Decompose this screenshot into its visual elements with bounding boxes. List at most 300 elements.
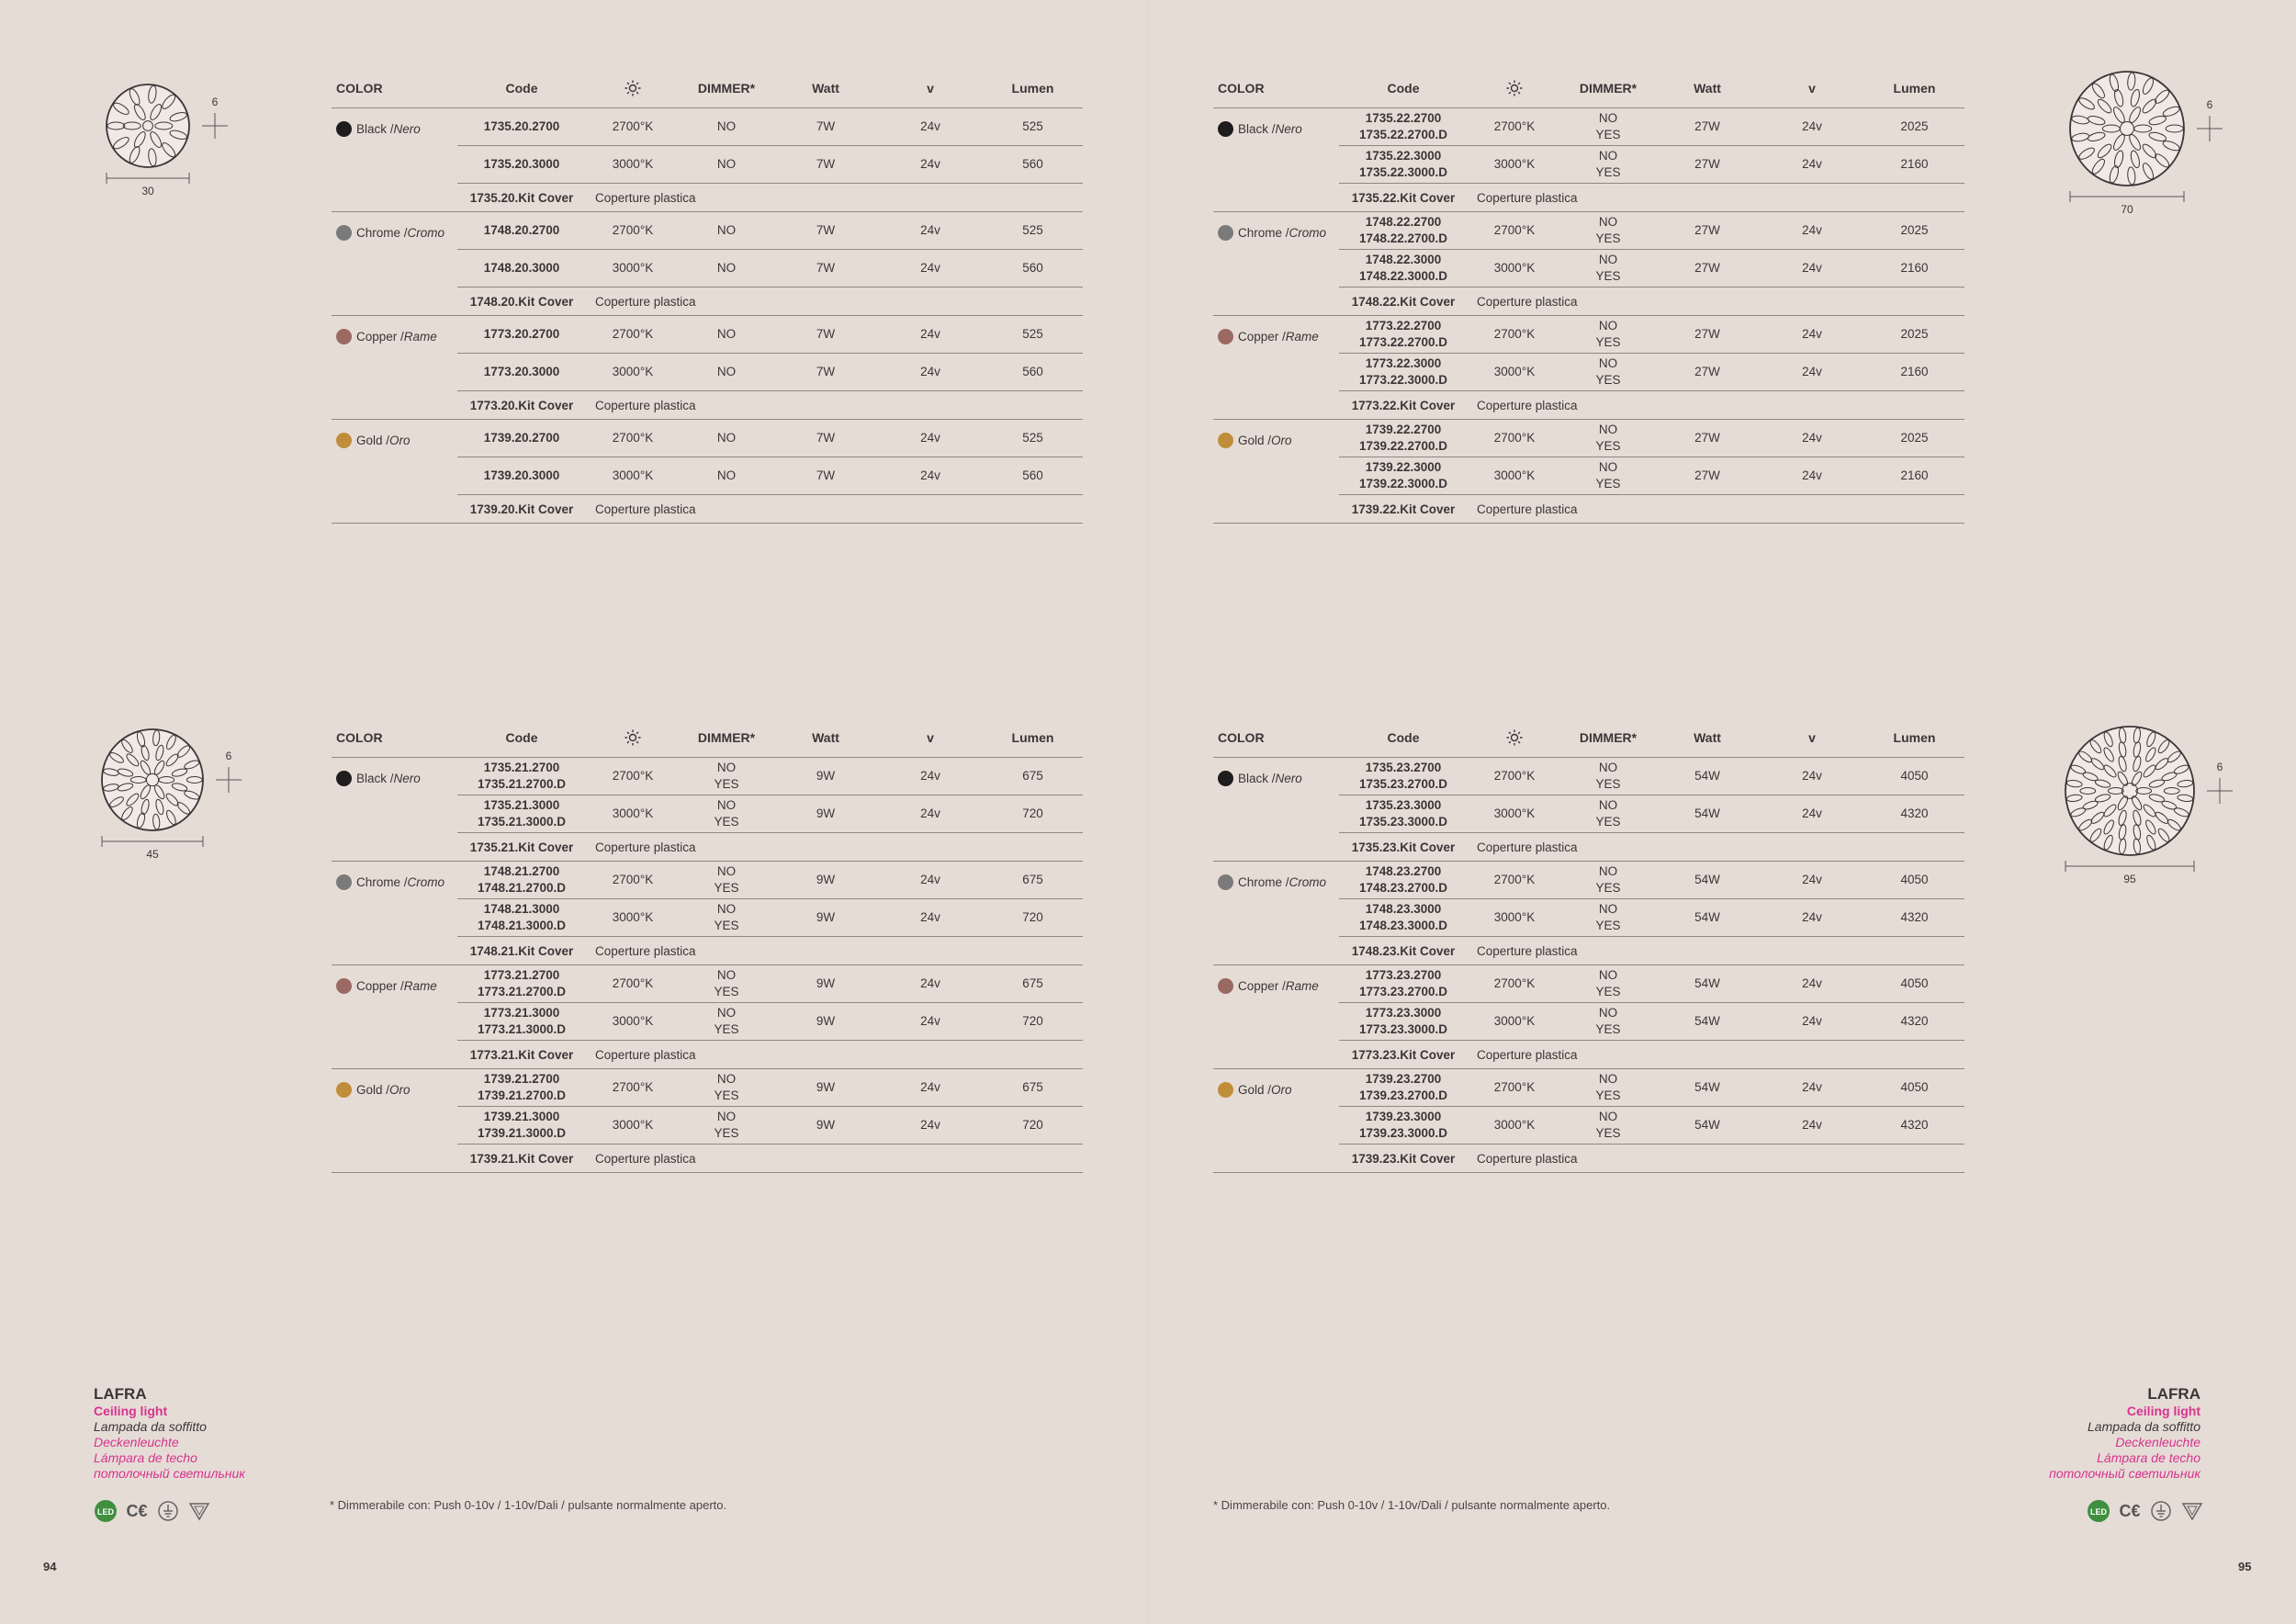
header-lumen: Lumen xyxy=(1893,81,1936,96)
lamp-drawing-30 xyxy=(103,81,250,214)
kit-row xyxy=(1339,937,1964,965)
led-icon xyxy=(94,1499,118,1523)
dimmer-line: NO xyxy=(716,1072,737,1086)
product-code xyxy=(1339,1069,1468,1106)
color-temperature: 2700°K xyxy=(1493,873,1536,886)
watt-value: 54W xyxy=(1694,910,1720,924)
color-swatch-icon xyxy=(336,1082,352,1098)
product-code xyxy=(457,420,586,457)
color-name-it: Nero xyxy=(393,121,421,136)
header-lumen: Lumen xyxy=(1011,730,1054,745)
color-temperature: 3000°K xyxy=(1493,468,1536,482)
spec-row xyxy=(1339,354,1964,391)
dimmer-line: NO xyxy=(1598,356,1618,370)
color-group xyxy=(332,965,1083,1069)
kit-code: 1748.21.Kit Cover xyxy=(469,944,574,958)
lumen-value: 4050 xyxy=(1900,1080,1929,1094)
dimmer-line: YES xyxy=(1595,231,1621,245)
header-watt: Watt xyxy=(812,81,839,96)
color-group xyxy=(1213,420,1964,524)
dimmer-line: NO xyxy=(716,431,737,445)
voltage-value: 24v xyxy=(1802,468,1822,482)
lumen-value: 2025 xyxy=(1900,327,1929,341)
kit-description: Coperture plastica xyxy=(595,840,696,854)
product-code xyxy=(1339,795,1468,832)
color-name-it: Nero xyxy=(1275,121,1302,136)
table-header xyxy=(1213,68,1964,108)
code-line: 1739.23.2700.D xyxy=(1358,1088,1448,1102)
product-code xyxy=(1339,1003,1468,1040)
dimmer-line: YES xyxy=(1595,985,1621,998)
color-temperature: 3000°K xyxy=(1493,261,1536,275)
color-name: Chrome / xyxy=(356,225,408,240)
header-color: COLOR xyxy=(336,81,383,96)
lumen-value: 720 xyxy=(1022,1014,1043,1028)
lumen-value: 560 xyxy=(1022,365,1043,378)
voltage-value: 24v xyxy=(1802,873,1822,886)
watt-value: 9W xyxy=(816,976,836,990)
watt-value: 7W xyxy=(816,157,836,171)
dimmer-value xyxy=(680,965,773,1002)
product-type-es: Lámpara de techo xyxy=(94,1450,197,1465)
height-label: 6 xyxy=(225,750,232,762)
product-code xyxy=(457,1003,586,1040)
color-label xyxy=(1218,769,1302,787)
color-swatch-icon xyxy=(1218,329,1233,344)
spec-row xyxy=(457,212,1083,250)
code-line: 1739.20.2700 xyxy=(483,431,560,445)
spec-row xyxy=(1339,1069,1964,1107)
product-code xyxy=(457,212,586,249)
product-code xyxy=(457,146,586,183)
spec-row xyxy=(1339,1107,1964,1145)
kit-description: Coperture plastica xyxy=(1477,1152,1578,1166)
dimmer-line: YES xyxy=(1595,815,1621,829)
color-name-it: Oro xyxy=(389,1082,411,1097)
color-name-it: Rame xyxy=(1285,329,1319,344)
kit-row xyxy=(1339,1145,1964,1173)
color-group xyxy=(1213,965,1964,1069)
lumen-value: 675 xyxy=(1022,769,1043,783)
dimmer-line: YES xyxy=(714,985,739,998)
voltage-value: 24v xyxy=(920,1080,940,1094)
kit-description: Coperture plastica xyxy=(1477,191,1578,205)
watt-value: 54W xyxy=(1694,1014,1720,1028)
dimmer-line: YES xyxy=(714,815,739,829)
dimmer-line: YES xyxy=(1595,881,1621,895)
lumen-value: 525 xyxy=(1022,431,1043,445)
code-line: 1739.23.3000 xyxy=(1365,1110,1442,1123)
color-temperature: 2700°K xyxy=(612,119,654,133)
dimmer-line: NO xyxy=(1598,798,1618,812)
dimmer-line: YES xyxy=(1595,128,1621,141)
color-name: Copper / xyxy=(356,329,404,344)
kit-description: Coperture plastica xyxy=(1477,944,1578,958)
dimmer-line: NO xyxy=(716,902,737,916)
watt-value: 54W xyxy=(1694,806,1720,820)
code-line: 1735.22.3000.D xyxy=(1358,165,1448,179)
color-swatch-icon xyxy=(336,225,352,241)
color-label xyxy=(336,223,445,242)
watt-value: 7W xyxy=(816,365,836,378)
color-swatch-icon xyxy=(1218,433,1233,448)
color-group xyxy=(332,420,1083,524)
product-type-de: Deckenleuchte xyxy=(2115,1435,2200,1449)
voltage-value: 24v xyxy=(920,261,940,275)
spec-row xyxy=(457,457,1083,495)
color-name: Gold / xyxy=(1238,433,1272,447)
color-temperature: 3000°K xyxy=(1493,1118,1536,1132)
dimmer-line: NO xyxy=(1598,319,1618,333)
color-label xyxy=(336,1080,411,1099)
watt-value: 9W xyxy=(816,910,836,924)
product-code xyxy=(1339,354,1468,390)
dimmer-line: NO xyxy=(1598,1006,1618,1020)
color-label xyxy=(1218,431,1292,449)
watt-value: 7W xyxy=(816,431,836,445)
color-temperature: 3000°K xyxy=(1493,1014,1536,1028)
lamp-front-view xyxy=(2066,68,2245,228)
voltage-value: 24v xyxy=(1802,327,1822,341)
voltage-value: 24v xyxy=(1802,806,1822,820)
watt-value: 9W xyxy=(816,873,836,886)
code-line: 1739.22.3000.D xyxy=(1358,477,1448,491)
watt-value: 9W xyxy=(816,1014,836,1028)
svg-text:LED: LED xyxy=(97,1507,114,1517)
product-type-it: Lampada da soffitto xyxy=(2088,1419,2200,1434)
color-name-it: Rame xyxy=(403,978,437,993)
code-line: 1739.21.2700.D xyxy=(477,1088,567,1102)
color-name: Black / xyxy=(1238,771,1276,785)
color-temperature: 2700°K xyxy=(1493,1080,1536,1094)
color-name: Copper / xyxy=(1238,978,1286,993)
kit-row xyxy=(1339,391,1964,420)
dimmer-value xyxy=(1561,795,1655,832)
product-code xyxy=(457,862,586,898)
color-temperature: 3000°K xyxy=(612,468,654,482)
color-temperature: 3000°K xyxy=(1493,157,1536,171)
color-temperature: 3000°K xyxy=(1493,806,1536,820)
watt-value: 7W xyxy=(816,327,836,341)
watt-value: 9W xyxy=(816,1118,836,1132)
product-code xyxy=(457,1069,586,1106)
dimmer-value xyxy=(1561,899,1655,936)
kit-code: 1748.20.Kit Cover xyxy=(469,295,574,309)
dimmer-line: NO xyxy=(1598,761,1618,774)
class-ground-icon xyxy=(2149,1499,2173,1523)
diameter-label: 30 xyxy=(141,185,154,197)
code-line: 1748.23.2700.D xyxy=(1358,881,1448,895)
voltage-value: 24v xyxy=(920,157,940,171)
color-swatch-icon xyxy=(1218,874,1233,890)
lumen-value: 4320 xyxy=(1900,910,1929,924)
dimmer-line: NO xyxy=(716,1110,737,1123)
lumen-value: 4050 xyxy=(1900,976,1929,990)
code-line: 1739.22.2700.D xyxy=(1358,439,1448,453)
watt-value: 54W xyxy=(1694,976,1720,990)
header-dimmer: DIMMER* xyxy=(1579,81,1638,96)
color-swatch-icon xyxy=(336,978,352,994)
code-line: 1748.22.3000 xyxy=(1365,253,1442,266)
product-code xyxy=(457,108,586,145)
dimmer-line: YES xyxy=(1595,373,1621,387)
code-line: 1773.23.3000 xyxy=(1365,1006,1442,1020)
dimmer-line: YES xyxy=(1595,477,1621,491)
kit-code: 1739.20.Kit Cover xyxy=(469,502,574,516)
dimmer-line: NO xyxy=(1598,864,1618,878)
dimmer-line: YES xyxy=(714,1126,739,1140)
dimmer-line: NO xyxy=(716,223,737,237)
color-swatch-icon xyxy=(336,874,352,890)
voltage-value: 24v xyxy=(920,769,940,783)
spec-row xyxy=(1339,316,1964,354)
product-code xyxy=(1339,457,1468,494)
color-label xyxy=(336,119,421,138)
dimmer-value xyxy=(680,1069,773,1106)
code-line: 1748.22.2700.D xyxy=(1358,231,1448,245)
kit-row xyxy=(1339,833,1964,862)
product-code xyxy=(457,899,586,936)
dimmer-value xyxy=(1561,316,1655,353)
dimmer-line: NO xyxy=(1598,215,1618,229)
dimmer-line: NO xyxy=(1598,902,1618,916)
dimmer-value xyxy=(680,354,773,390)
lamp-front-view xyxy=(103,81,250,209)
dimmer-line: NO xyxy=(716,798,737,812)
dimmer-value xyxy=(1561,965,1655,1002)
lumen-value: 675 xyxy=(1022,1080,1043,1094)
dimmer-value xyxy=(680,758,773,795)
product-name: LAFRA xyxy=(2147,1385,2200,1403)
lumen-value: 4320 xyxy=(1900,1014,1929,1028)
kit-code: 1735.20.Kit Cover xyxy=(469,191,574,205)
spec-row xyxy=(457,758,1083,795)
cert-icons-left xyxy=(94,1499,211,1523)
kit-code: 1735.22.Kit Cover xyxy=(1351,191,1456,205)
dimmer-line: YES xyxy=(714,1088,739,1102)
code-line: 1773.22.2700.D xyxy=(1358,335,1448,349)
diameter-label: 70 xyxy=(2121,203,2133,216)
color-temperature: 3000°K xyxy=(1493,910,1536,924)
watt-value: 27W xyxy=(1694,261,1720,275)
header-watt: Watt xyxy=(1694,730,1721,745)
dimmer-line: YES xyxy=(714,777,739,791)
product-code xyxy=(1339,146,1468,183)
dimmer-line: NO xyxy=(716,365,737,378)
lumen-value: 2025 xyxy=(1900,431,1929,445)
voltage-value: 24v xyxy=(920,365,940,378)
diameter-label: 45 xyxy=(146,848,159,861)
color-group xyxy=(1213,1069,1964,1173)
voltage-value: 24v xyxy=(920,223,940,237)
color-temperature: 2700°K xyxy=(1493,223,1536,237)
height-label: 6 xyxy=(2206,98,2213,111)
code-line: 1735.22.2700.D xyxy=(1358,128,1448,141)
voltage-value: 24v xyxy=(1802,910,1822,924)
code-line: 1773.20.3000 xyxy=(483,365,560,378)
color-temperature-icon xyxy=(586,68,680,108)
lumen-value: 560 xyxy=(1022,157,1043,171)
header-v: v xyxy=(1808,730,1816,745)
page-number-right: 95 xyxy=(2238,1560,2252,1573)
color-label xyxy=(336,976,437,995)
code-line: 1739.21.3000 xyxy=(483,1110,560,1123)
spread-divider xyxy=(1147,0,1148,1624)
kit-row xyxy=(457,1041,1083,1069)
voltage-value: 24v xyxy=(920,806,940,820)
watt-value: 27W xyxy=(1694,327,1720,341)
header-code: Code xyxy=(1387,81,1420,96)
color-name-it: Nero xyxy=(1275,771,1302,785)
dimmer-line: YES xyxy=(1595,1126,1621,1140)
dimmer-line: NO xyxy=(1598,460,1618,474)
product-code xyxy=(1339,1107,1468,1144)
watt-value: 54W xyxy=(1694,769,1720,783)
dimmer-value xyxy=(1561,420,1655,457)
dimmer-value xyxy=(680,146,773,183)
color-temperature: 3000°K xyxy=(612,806,654,820)
spec-row xyxy=(457,108,1083,146)
voltage-value: 24v xyxy=(1802,365,1822,378)
color-name: Copper / xyxy=(356,978,404,993)
header-dimmer: DIMMER* xyxy=(697,81,756,96)
svg-text:LED: LED xyxy=(2090,1507,2107,1517)
color-group xyxy=(332,758,1083,862)
color-temperature: 2700°K xyxy=(612,873,654,886)
footnote-right: * Dimmerabile con: Push 0-10v / 1-10v/Dali / pulsante normalmente aperto. xyxy=(1213,1498,1611,1512)
dimmer-line: NO xyxy=(716,761,737,774)
dimmer-line: NO xyxy=(716,119,737,133)
spec-row xyxy=(1339,250,1964,288)
spec-row xyxy=(1339,146,1964,184)
height-label: 6 xyxy=(211,96,219,108)
dimmer-value xyxy=(1561,862,1655,898)
color-name-it: Rame xyxy=(1285,978,1319,993)
footnote-left: * Dimmerabile con: Push 0-10v / 1-10v/Dali / pulsante normalmente aperto. xyxy=(330,1498,727,1512)
kit-row xyxy=(457,391,1083,420)
code-line: 1748.21.3000 xyxy=(483,902,560,916)
dimmer-value xyxy=(1561,1003,1655,1040)
watt-value: 27W xyxy=(1694,431,1720,445)
kit-code: 1739.21.Kit Cover xyxy=(469,1152,574,1166)
product-code xyxy=(457,965,586,1002)
dimmer-value xyxy=(680,250,773,287)
color-swatch-icon xyxy=(336,121,352,137)
lumen-value: 525 xyxy=(1022,223,1043,237)
dimmer-line: NO xyxy=(1598,968,1618,982)
spec-table-20 xyxy=(332,68,1083,524)
code-line: 1748.21.3000.D xyxy=(477,919,567,932)
header-color: COLOR xyxy=(336,730,383,745)
color-swatch-icon xyxy=(336,433,352,448)
watt-value: 54W xyxy=(1694,1080,1720,1094)
color-temperature: 3000°K xyxy=(612,910,654,924)
spec-row xyxy=(457,420,1083,457)
watt-value: 7W xyxy=(816,119,836,133)
dimmer-value xyxy=(1561,758,1655,795)
spec-row xyxy=(457,250,1083,288)
kit-row xyxy=(457,495,1083,524)
color-swatch-icon xyxy=(1218,225,1233,241)
product-code xyxy=(457,316,586,353)
voltage-value: 24v xyxy=(920,1014,940,1028)
lumen-value: 675 xyxy=(1022,873,1043,886)
lumen-value: 720 xyxy=(1022,1118,1043,1132)
kit-row xyxy=(1339,184,1964,212)
product-type-en: Ceiling light xyxy=(2126,1404,2200,1418)
class-ground-icon xyxy=(156,1499,180,1523)
voltage-value: 24v xyxy=(920,910,940,924)
color-temperature: 3000°K xyxy=(612,1118,654,1132)
spec-row xyxy=(457,862,1083,899)
dimmer-value xyxy=(680,899,773,936)
dimmer-line: YES xyxy=(714,1022,739,1036)
kit-code: 1773.23.Kit Cover xyxy=(1351,1048,1456,1062)
kit-description: Coperture plastica xyxy=(595,1152,696,1166)
kit-code: 1739.22.Kit Cover xyxy=(1351,502,1456,516)
kit-row xyxy=(457,833,1083,862)
product-code xyxy=(1339,108,1468,145)
lumen-value: 4320 xyxy=(1900,806,1929,820)
product-code xyxy=(457,354,586,390)
watt-value: 7W xyxy=(816,261,836,275)
color-group xyxy=(332,316,1083,420)
dimmer-value xyxy=(680,212,773,249)
kit-row xyxy=(457,1145,1083,1173)
color-swatch-icon xyxy=(336,329,352,344)
product-type-en: Ceiling light xyxy=(94,1404,168,1418)
dimmer-line: YES xyxy=(714,881,739,895)
dimmer-line: YES xyxy=(1595,269,1621,283)
header-v: v xyxy=(1808,81,1816,96)
diameter-label: 95 xyxy=(2123,873,2136,885)
voltage-value: 24v xyxy=(1802,261,1822,275)
color-group xyxy=(1213,758,1964,862)
spec-table-23 xyxy=(1213,717,1964,1173)
lumen-value: 720 xyxy=(1022,806,1043,820)
code-line: 1735.20.3000 xyxy=(483,157,560,171)
spec-row xyxy=(457,146,1083,184)
spec-row xyxy=(1339,795,1964,833)
color-name-it: Cromo xyxy=(1289,874,1327,889)
kit-description: Coperture plastica xyxy=(1477,1048,1578,1062)
kit-description: Coperture plastica xyxy=(595,944,696,958)
header-code: Code xyxy=(505,730,538,745)
dimmer-line: NO xyxy=(1598,111,1618,125)
spec-row xyxy=(1339,965,1964,1003)
color-name-it: Cromo xyxy=(1289,225,1327,240)
kit-code: 1735.23.Kit Cover xyxy=(1351,840,1456,854)
code-line: 1735.23.3000.D xyxy=(1358,815,1448,829)
dimmer-line: NO xyxy=(716,261,737,275)
color-label xyxy=(1218,976,1319,995)
dimmer-value xyxy=(680,108,773,145)
header-v: v xyxy=(927,730,934,745)
kit-code: 1773.21.Kit Cover xyxy=(469,1048,574,1062)
code-line: 1748.22.2700 xyxy=(1365,215,1442,229)
color-temperature: 3000°K xyxy=(612,157,654,171)
kit-description: Coperture plastica xyxy=(595,295,696,309)
code-line: 1748.23.3000.D xyxy=(1358,919,1448,932)
kit-description: Coperture plastica xyxy=(595,1048,696,1062)
code-line: 1773.20.2700 xyxy=(483,327,560,341)
code-line: 1735.23.3000 xyxy=(1365,798,1442,812)
color-temperature: 2700°K xyxy=(1493,119,1536,133)
code-line: 1735.21.2700.D xyxy=(477,777,567,791)
kit-code: 1748.22.Kit Cover xyxy=(1351,295,1456,309)
color-name-it: Cromo xyxy=(407,225,445,240)
color-name: Gold / xyxy=(356,1082,390,1097)
